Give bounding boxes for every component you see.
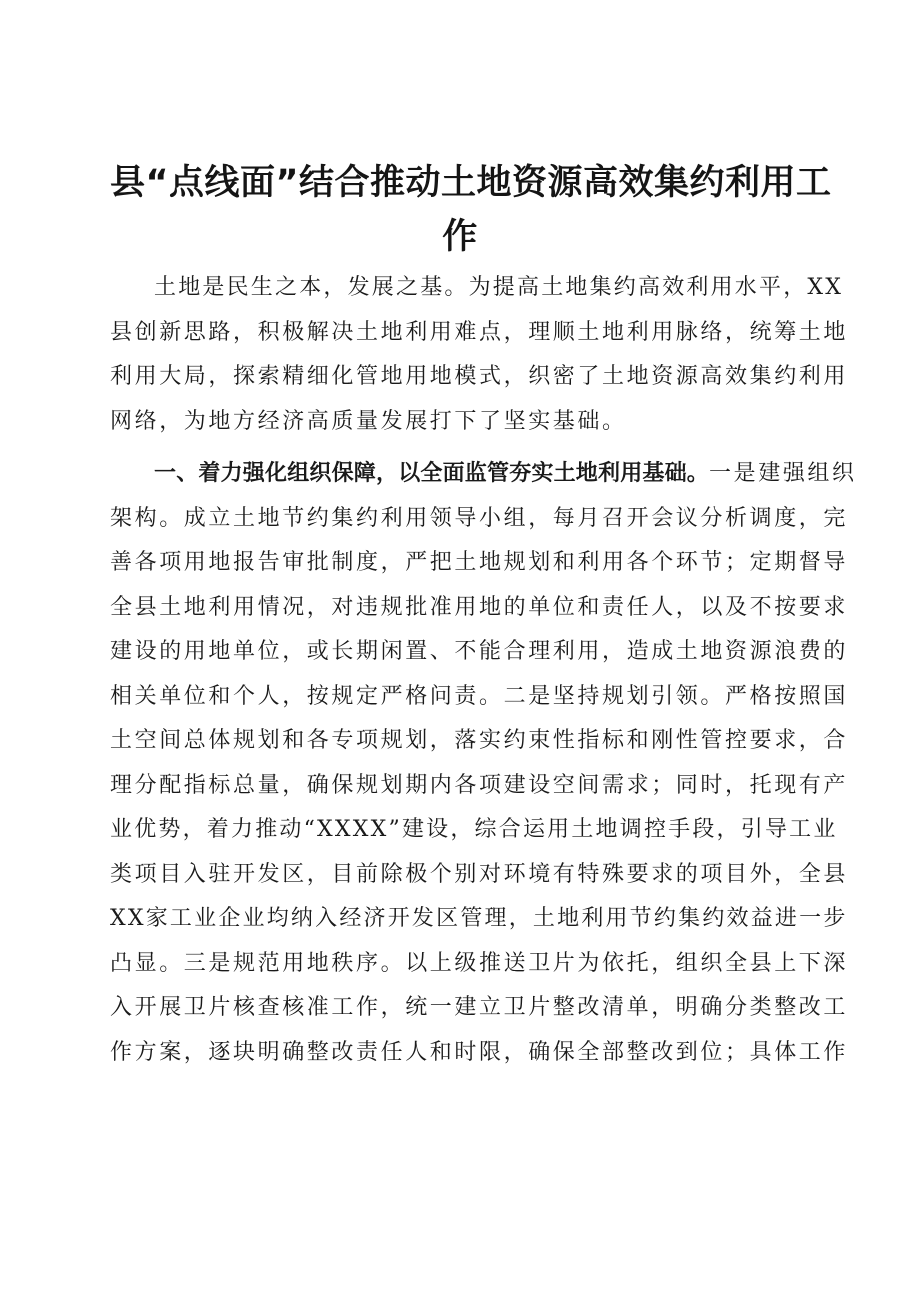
- section-1-paragraph: [110, 452, 857, 1075]
- section-1-line-11: XX家工业企业均纳入经济开发区管理，土地利用节约集约效益进一步: [110, 906, 848, 931]
- section-1-line-5: 建设的用地单位，或长期闲置、不能合理利用，造成土地资源浪费的: [110, 639, 849, 664]
- intro-line-1: 土地是民生之本，发展之基。为提高土地集约高效利用水平，XX: [154, 275, 844, 300]
- section-1-line-10: 类项目入驻开发区，目前除极个别对环境有特殊要求的项目外，全县: [110, 861, 849, 887]
- section-1-line-4: 全县土地利用情况，对违规批准用地的单位和责任人，以及不按要求: [110, 594, 849, 620]
- section-1-line-13: 入开展卫片核查核准工作，统一建立卫片整改清单，明确分类整改工: [110, 995, 849, 1020]
- intro-line-2: 县创新思路，积极解决土地利用难点，理顺土地利用脉络，统筹土地: [110, 319, 849, 345]
- section-1-line-3: 善各项用地报告审批制度，严把土地规划和利用各个环节；定期督导: [110, 550, 849, 575]
- section-1-line-1-rest: 一是建强组织: [709, 461, 857, 486]
- section-1-heading: 一、着力强化组织保障，以全面监管夯实土地利用基础。: [154, 461, 710, 486]
- section-1-line-1: [110, 452, 857, 497]
- intro-line-3: 利用大局，探索精细化管地用地模式，织密了土地资源高效集约利用: [110, 364, 849, 389]
- title-line-2: 作: [442, 217, 478, 257]
- document-title: [110, 156, 832, 264]
- section-1-line-14: 作方案，逐块明确整改责任人和时限，确保全部整改到位；具体工作: [110, 1039, 849, 1065]
- title-line-1: 县“点线面”结合推动土地资源高效集约利用工: [110, 163, 832, 203]
- section-1-line-9: 业优势，着力推动“XXXX”建设，综合运用土地调控手段，引导工业: [110, 817, 838, 842]
- intro-line-4: 网络，为地方经济高质量发展打下了坚实基础。: [110, 408, 627, 434]
- intro-paragraph: [110, 266, 849, 444]
- section-1-line-7: 土空间总体规划和各专项规划，落实约束性指标和刚性管控要求，合: [110, 728, 849, 753]
- section-1-line-8: 理分配指标总量，确保规划期内各项建设空间需求；同时，托现有产: [110, 772, 849, 798]
- document-body: [110, 266, 857, 1075]
- section-1-line-6: 相关单位和个人，按规定严格问责。二是坚持规划引领。严格按照国: [110, 683, 849, 709]
- section-1-line-12: 凸显。三是规范用地秩序。以上级推送卫片为依托，组织全县上下深: [110, 950, 849, 976]
- section-1-line-2: 架构。成立土地节约集约利用领导小组，每月召开会议分析调度，完: [110, 505, 849, 531]
